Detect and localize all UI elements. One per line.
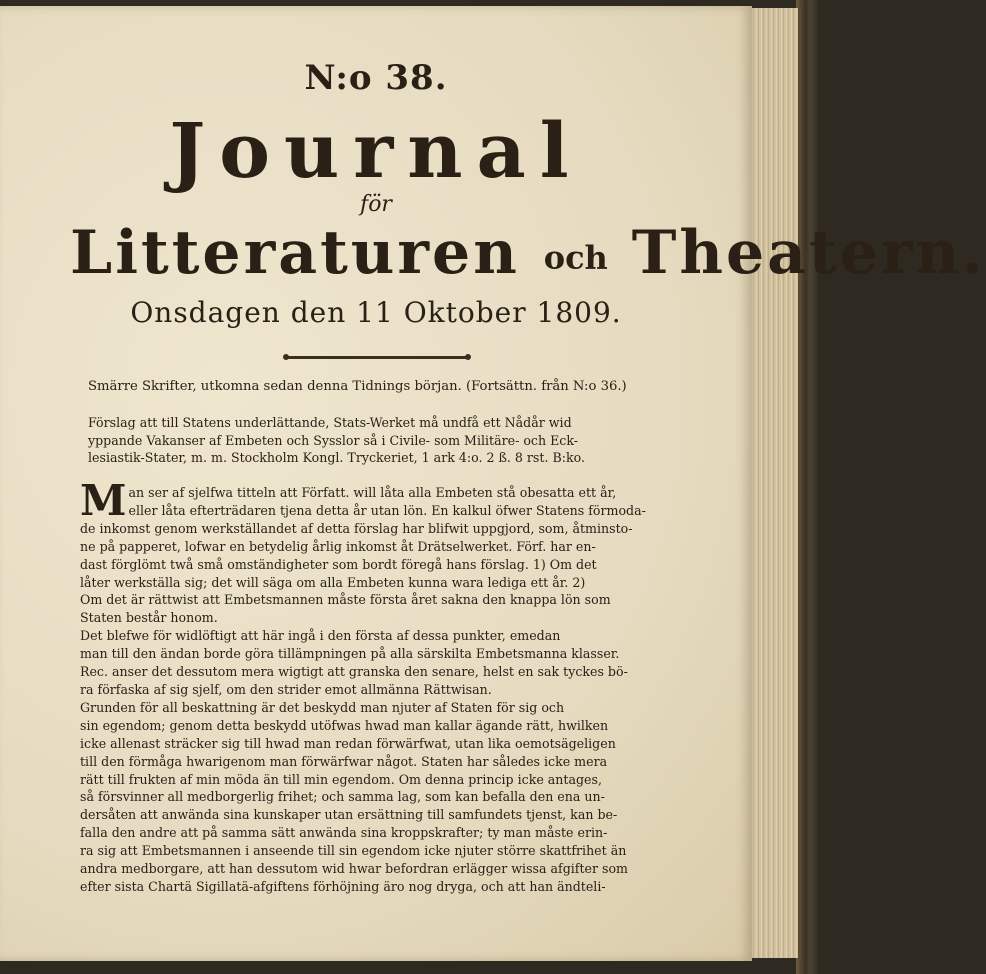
issue-date: Onsdagen den 11 Oktober 1809. [130, 296, 622, 329]
title-journal: Journal [169, 106, 583, 195]
article-line: Rec. anser det dessutom mera wigtigt att granska den senare, helst en sak tyckes bö- [80, 664, 628, 680]
title-main-theatern: Theatern. [631, 218, 986, 288]
article-line: de inkomst genom werkställandet af detta förslag har blifwit uppgjord, som, åtminsto- [80, 520, 633, 536]
notice-line: lesiastik-Stater, m. m. Stockholm Kongl. Tryckeriet, 1 ark 4:o. 2 ß. 8 rst. B:ko. [88, 450, 585, 465]
title-main [70, 218, 986, 288]
article-line: rätt till frukten af min möda än till min egendom. Om denna princip icke antages, [80, 771, 602, 787]
article-line: Grunden för all beskattning är det beskydd man njuter af Staten för sig och [80, 699, 565, 715]
title-main-litteraturen: Litteraturen [70, 218, 520, 288]
article-line: efter sista Chartä Sigillatä-afgiftens förhöjning äro nog dryga, och att han ändteli- [80, 878, 606, 894]
article-line: låter werkställa sig; det will säga om alla Embeten kunna wara lediga ett år. 2) [80, 574, 586, 590]
notice-line: Förslag att till Statens underlättande, Stats-Werket må undfå ett Nådår wid [88, 415, 572, 430]
article-line: Det blefwe för widlöftigt att här ingå i den första af dessa punkter, emedan [80, 628, 561, 644]
article-line: ra sig att Embetsmannen i anseende till sin egendom icke njuter större skattfrihet än [80, 843, 627, 859]
article-line: Staten består honom. [80, 610, 218, 626]
section-heading: Smärre Skrifter, utkomna sedan denna Tidnings början. (Fortsättn. från N:o 36.) [88, 379, 627, 394]
article-line: man till den ändan borde göra tillämpningen på alla särskilta Embetsmanna klasser. [80, 646, 620, 662]
drop-cap: M [80, 476, 127, 525]
ornamental-rule [286, 356, 468, 359]
title-main-och: och [543, 238, 608, 277]
article-line: dast förglömt twå små omständigheter som bordt föregå hans förslag. 1) Om det [80, 556, 597, 572]
article-line: ra förfaska af sig sjelf, om den strider emot allmänna Rättwisan. [80, 681, 492, 697]
article-body [80, 476, 696, 896]
article-line: eller låta efterträdaren tjena detta år utan lön. En kalkul öfwer Statens förmoda- [128, 502, 646, 518]
article-line: an ser af sjelfwa titteln att Författ. will låta alla Embeten stå obesatta ett år, [128, 485, 617, 500]
article-line: andra medborgare, att han dessutom wid hwar befordran erlägger wissa afgifter som [80, 861, 628, 877]
article-line: så försvinner all medborgerlig frihet; och samma lag, som kan befalla den ena un- [80, 789, 605, 805]
article-line: dersåten att anwända sina kunskaper utan ersättning till samfundets tjenst, kan be- [80, 807, 618, 823]
article-line: till den förmåga hwarigenom man förwärfwar något. Staten har således icke mera [80, 753, 608, 769]
title-for: för [360, 192, 392, 217]
article-line: icke allenast sträcker sig till hwad man redan förwärfwat, utan lika oemotsägeligen [80, 735, 616, 751]
article-line: sin egendom; genom detta beskydd utöfwas hwad man kallar ägande rätt, hwilken [80, 717, 609, 733]
issue-number: N:o 38. [304, 58, 448, 98]
article-line: falla den andre att på samma sätt anwända sina kroppskrafter; ty man måste erin- [80, 825, 608, 841]
book-notice [88, 414, 700, 467]
notice-line: yppande Vakanser af Embeten och Sysslor så i Civile- som Militäre- och Eck- [88, 432, 578, 448]
article-line: ne på papperet, lofwar en betydelig årlig inkomst åt Drätselwerket. Förf. har en- [80, 538, 596, 554]
article-line: Om det är rättwist att Embetsmannen måste första året sakna den knappa lön som [80, 592, 611, 608]
journal-page [0, 6, 986, 961]
